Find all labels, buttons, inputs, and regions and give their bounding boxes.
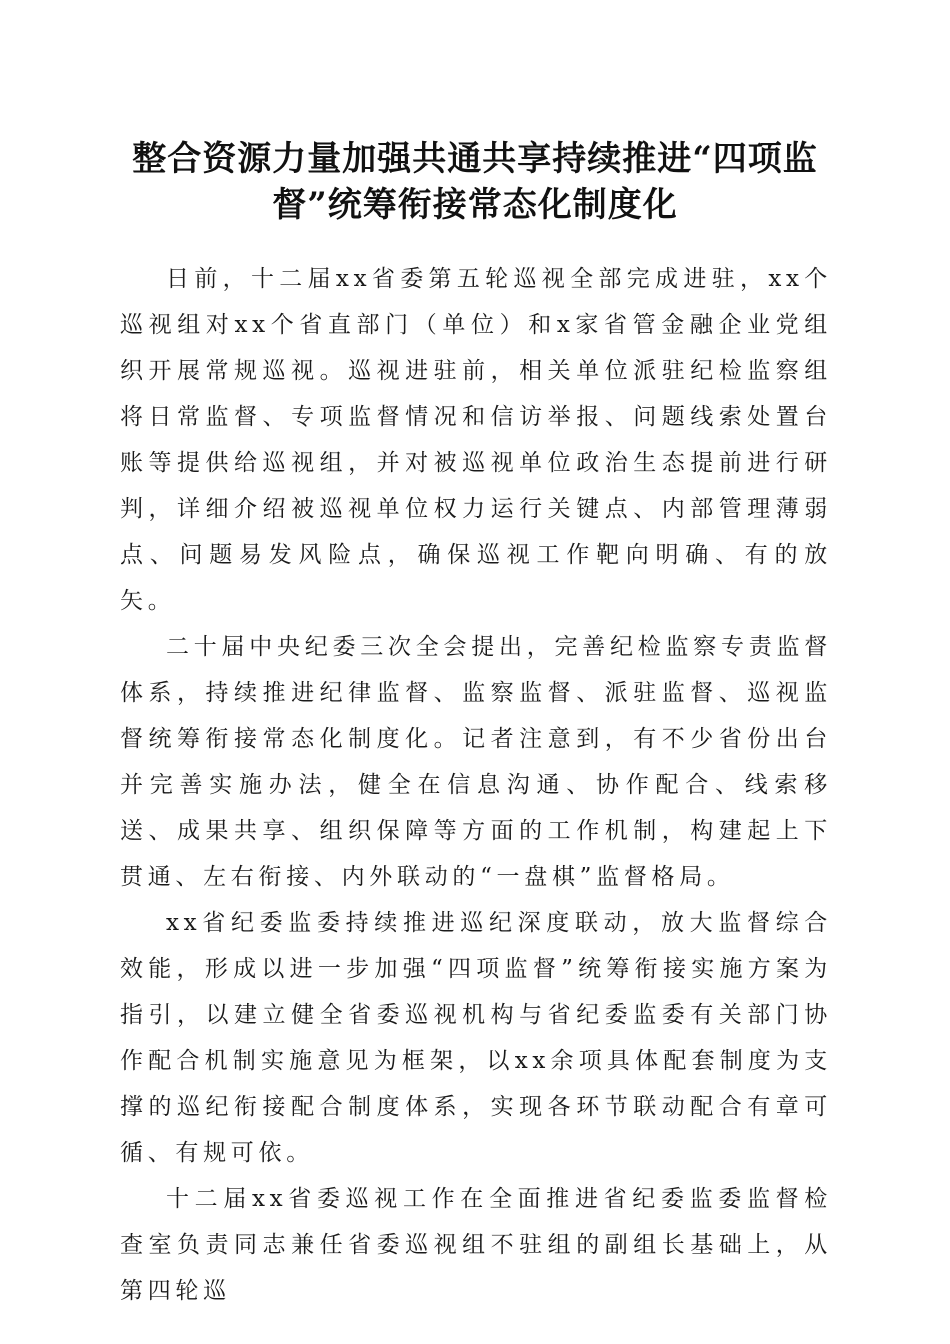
document-title: 整合资源力量加强共通共享持续推进“四项监督”统筹衔接常态化制度化 <box>132 139 818 225</box>
paragraph-2: 二十届中央纪委三次全会提出，完善纪检监察专责监督体系，持续推进纪律监督、监察监督、派驻监督、巡视监督统筹衔接常态化制度化。记者注意到，有不少省份出台并完善实施办法，健全在信息沟通、协作配合、线索移送、成果共享、组织保障等方面的工作机制，构建起上下贯通、左右衔接、内外联动的“一盘棋”监督格局。 <box>120 634 832 890</box>
paragraph-4: 十二届xx省委巡视工作在全面推进省纪委监委监督检查室负责同志兼任省委巡视组不驻组的副组长基础上，从第四轮巡 <box>120 1186 832 1304</box>
paragraph-3: xx省纪委监委持续推进巡纪深度联动，放大监督综合效能，形成以进一步加强“四项监督”统筹衔接实施方案为指引，以建立健全省委巡视机构与省纪委监委有关部门协作配合机制实施意见为框架，以xx余项具体配套制度为支撑的巡纪衔接配合制度体系，实现各环节联动配合有章可循、有规可依。 <box>120 910 832 1166</box>
document-body <box>120 256 832 1314</box>
paragraph-1: 日前，十二届xx省委第五轮巡视全部完成进驻，xx个巡视组对xx个省直部门（单位）和x家省管金融企业党组织开展常规巡视。巡视进驻前，相关单位派驻纪检监察组将日常监督、专项监督情况和信访举报、问题线索处置台账等提供给巡视组，并对被巡视单位政治生态提前进行研判，详细介绍被巡视单位权力运行关键点、内部管理薄弱点、问题易发风险点，确保巡视工作靶向明确、有的放矢。 <box>120 266 832 614</box>
